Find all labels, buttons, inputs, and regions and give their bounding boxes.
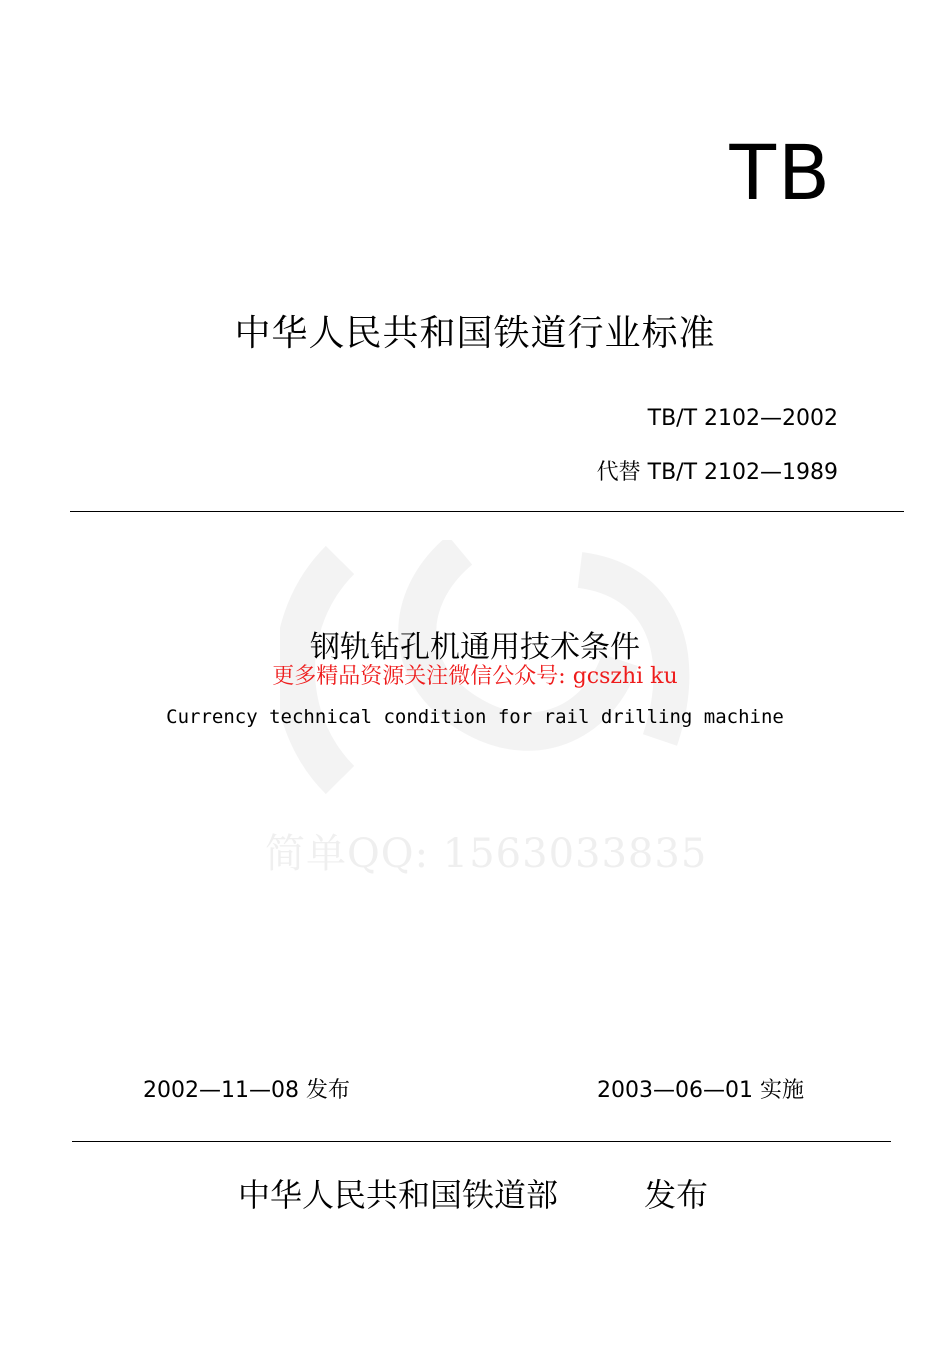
implementation-date: 2003—06—01 实施 (597, 1078, 804, 1103)
document-title-chinese: 钢轨钻孔机通用技术条件 (310, 630, 640, 665)
standard-category-title: 中华人民共和国铁道行业标准 (234, 313, 716, 354)
standard-number: TB/T 2102—2002 (647, 406, 838, 431)
standard-code-mark: TB (729, 128, 832, 217)
watermark-text: 简单QQ: 1563033835 (265, 831, 708, 877)
top-divider (70, 511, 904, 512)
publish-date: 2002—11—08 发布 (143, 1078, 350, 1103)
document-title-english: Currency technical condition for rail drilling machine (166, 706, 784, 728)
promo-text: 更多精品资源关注微信公众号: gcszhi ku (272, 664, 678, 689)
issuing-action: 发布 (644, 1176, 709, 1214)
replaced-standard-number: 代替 TB/T 2102—1989 (596, 460, 838, 485)
issuing-authority: 中华人民共和国铁道部 (238, 1176, 559, 1214)
bottom-divider (72, 1141, 891, 1142)
